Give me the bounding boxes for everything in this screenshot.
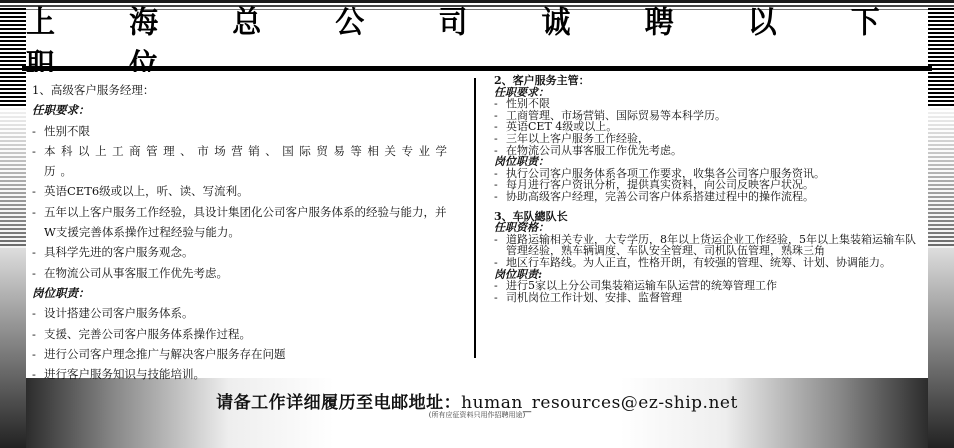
- list-item: - 司机岗位工作计划、安排、监督管理: [494, 290, 682, 304]
- list-item: - 进行公司客户理念推广与解决客户服务存在问题: [32, 346, 286, 361]
- header: [26, 4, 928, 64]
- list-item: - 性别不限: [32, 123, 90, 138]
- position3-title: 3、车队總队长: [494, 209, 568, 223]
- requirements3-label: 任职资格：: [494, 221, 549, 235]
- position2-title: 2、客户服务主管：: [494, 74, 590, 87]
- header-rule: [22, 66, 932, 71]
- list-item: - 英语CET 4级或以上。: [494, 120, 618, 134]
- list-item: - 性别不限: [494, 97, 550, 111]
- list-item: - 地区行车路线。为人正直，性格开朗，有较强的管理、统筹、计划、协调能力。: [494, 255, 891, 269]
- list-item: - 协助高级客户经理，完善公司客户体系搭建过程中的操作流程。: [494, 189, 814, 203]
- list-item: - 五年以上客户服务工作经验，具设计集团化公司客户服务体系的经验与能力，并W支援完善体系操作过程经验与能力。: [32, 204, 447, 240]
- list-item: - 执行公司客户服务体系各项工作要求，收集各公司客户服务资讯。: [494, 166, 825, 180]
- list-item: - 本科以上工商管理、市场营销、国际贸易等相关专业学历。: [32, 143, 452, 179]
- footer-note: (所有应征资料只用作招聘用途): [428, 411, 526, 419]
- list-item: - 具科学先进的客户服务观念。: [32, 245, 194, 260]
- right-stripe-border: [928, 8, 954, 448]
- duties2-label: 岗位职责：: [494, 155, 549, 169]
- left-column: [32, 80, 452, 384]
- list-item: - 进行5家以上分公司集装箱运输车队运营的统筹管理工作: [494, 279, 777, 293]
- list-item: - 在物流公司从事客服工作优先考虑。: [494, 143, 682, 157]
- contact-email: human_resources@ez-ship.net: [461, 393, 738, 413]
- requirements-label: 任职要求：: [32, 103, 90, 118]
- list-item: - 英语CET6级或以上，听、读、写流利。: [32, 184, 249, 199]
- job-listing-content: [26, 72, 928, 382]
- position-title: 1、高级客户服务经理：: [32, 83, 155, 97]
- list-item: - 工商管理、市场营销、国际贸易等本科学历。: [494, 108, 726, 122]
- column-divider: [474, 78, 476, 358]
- left-stripe-border: [0, 8, 26, 448]
- list-item: - 道路运输相关专业，大专学历，8年以上货运企业工作经验，5年以上集装箱运输车队管理经验，熟车辆调度、车队安全管理、司机队伍管理，熟珠三角: [494, 232, 916, 258]
- list-item: - 进行客户服务知识与技能培训。: [32, 367, 205, 382]
- duties-label: 岗位职责：: [32, 285, 90, 300]
- requirements2-label: 任职要求：: [494, 85, 549, 99]
- list-item: - 每月进行客户资讯分析，提供真实资料，向公司反映客户状况。: [494, 178, 814, 192]
- list-item: - 在物流公司从事客服工作优先考虑。: [32, 265, 228, 280]
- list-item: - 支援、完善公司客户服务体系操作过程。: [32, 326, 251, 341]
- list-item: - 三年以上客户服务工作经验，: [494, 131, 649, 145]
- right-column: [494, 75, 924, 303]
- footer-label: 请备工作详细履历至电邮地址：: [216, 393, 462, 413]
- list-item: - 设计搭建公司客户服务体系。: [32, 306, 194, 321]
- page-title: 上 海 总 公 司 诚 聘 以 下: [26, 4, 912, 40]
- duties3-label: 岗位职责:: [494, 267, 543, 281]
